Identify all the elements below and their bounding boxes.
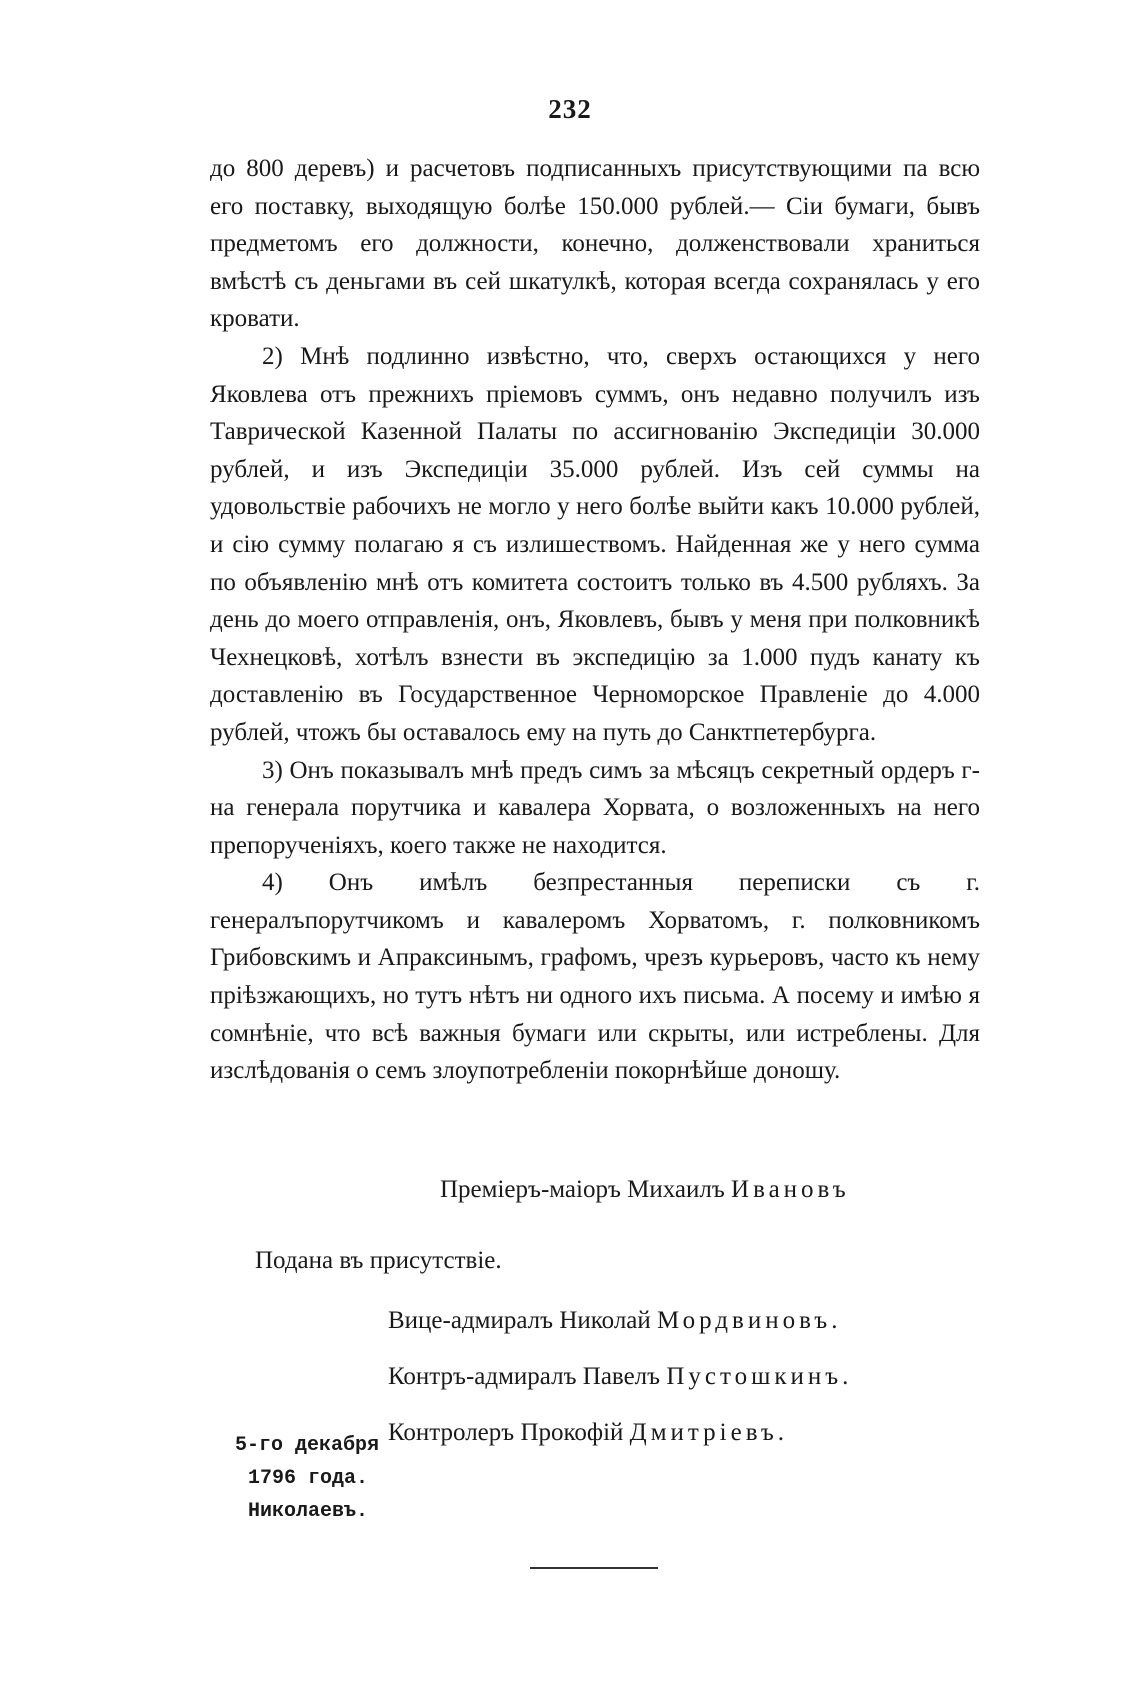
document-body <box>210 150 980 1090</box>
signature <box>440 1176 850 1204</box>
paragraph-item-4: 4) Онъ имѣлъ безпрестанныя переписки съ г. генералъпорутчикомъ и кавалеромъ Хорватомъ, г. полковникомъ Грибовскимъ и Апраксинымъ, графомъ, чрезъ курьеровъ, часто къ нему пріѣзжающихъ, но тутъ нѣтъ ни одного ихъ письма. А посему и имѣю я сомнѣніе, что всѣ важныя бумаги или скрыты, или истреблены. Для изслѣдованія о семъ злоупотребленіи покорнѣйше доношу. <box>210 869 980 1085</box>
witness-title: Вице-адмиралъ Николай <box>388 1307 651 1334</box>
date-year: 1796 года. <box>248 1467 369 1490</box>
witness-surname: Дмитріевъ. <box>629 1419 789 1446</box>
witness-line <box>388 1363 852 1391</box>
witness-line <box>388 1307 841 1335</box>
witness-surname: Мордвиновъ. <box>657 1307 842 1334</box>
page-number: 232 <box>548 94 592 124</box>
submitted-label: Подана въ присутствіе. <box>255 1247 502 1274</box>
paragraph-continuation: до 800 деревъ) и расчетовъ подписанныхъ присутствующими па всю его поставку, выходящую болѣе 150.000 рублей.— Сіи бумаги, бывъ предметомъ его должности, конечно, долженствовали храниться вмѣстѣ съ деньгами въ сей шкатулкѣ, которая всегда сохранялась у его кровати. <box>210 155 980 333</box>
witness-title: Контролеръ Прокофій <box>388 1419 624 1446</box>
date-day-month: 5-го декабря <box>235 1434 380 1457</box>
paragraph-item-3: 3) Онъ показывалъ мнѣ предъ симъ за мѣсяцъ секретный ордеръ г-на генерала порутчика и кавалера Хорвата, о возложенныхъ на него препорученіяхъ, коего также не находится. <box>210 756 980 859</box>
closing-rule <box>530 1567 658 1569</box>
paragraph-item-2: 2) Мнѣ подлинно извѣстно, что, сверхъ остающихся у него Яковлева отъ прежнихъ пріемовъ суммъ, онъ недавно получилъ изъ Таврической Казенной Палаты по ассигнованію Экспедиціи 30.000 рублей, и изъ Экспедиціи 35.000 рублей. Изъ сей суммы на удовольствіе рабочихъ не могло у него болѣе выйти какъ 10.000 рублей, и сію сумму полагаю я съ излишествомъ. Найденная же у него сумма по объявленію мнѣ отъ комитета состоитъ только въ 4.500 рубляхъ. За день до моего отправленія, онъ, Яковлевъ, бывъ у меня при полковникѣ Чехнецковѣ, хотѣлъ взнести въ экспедицію за 1.000 пудъ канату къ доставленію въ Государственное Черноморское Правленіе до 4.000 рублей, чтожъ бы оставалось ему на путь до Санктпетербурга. <box>210 342 980 746</box>
signature-surname: Ивановъ <box>731 1176 850 1203</box>
witness-surname: Пустошкинъ. <box>666 1363 853 1390</box>
witness-title: Контръ-адмиралъ Павелъ <box>388 1363 661 1390</box>
date-place: Николаевъ. <box>248 1500 369 1523</box>
witness-line <box>388 1419 788 1447</box>
signature-rank: Преміеръ-маіоръ Михаилъ <box>440 1176 725 1203</box>
